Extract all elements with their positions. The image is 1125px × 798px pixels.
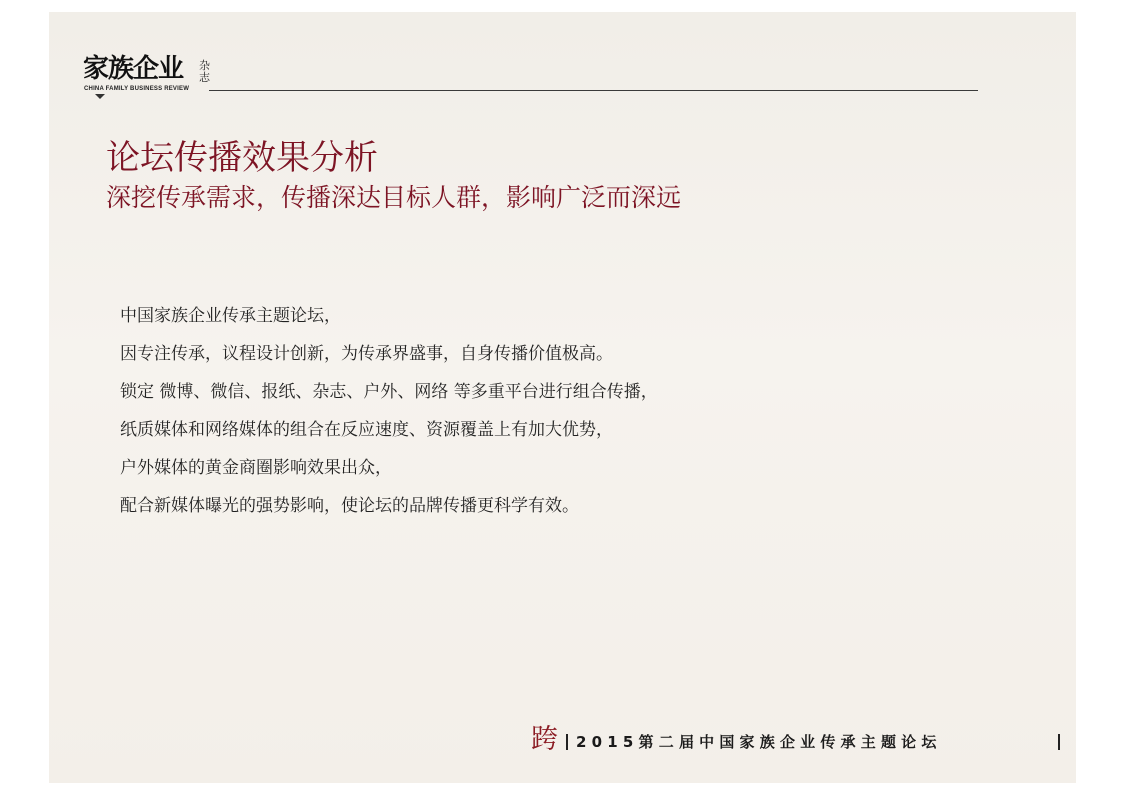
seal-glyph: 跨 <box>531 724 558 755</box>
body-line: 配合新媒体曝光的强势影响，使论坛的品牌传播更科学有效。 <box>120 496 579 516</box>
slide <box>49 12 1076 783</box>
logo-title: 家族企业 <box>83 54 184 84</box>
header-divider <box>209 90 978 91</box>
logo-triangle-icon <box>95 94 105 99</box>
body-line: 户外媒体的黄金商圈影响效果出众， <box>120 458 392 478</box>
slide-subtitle: 深挖传承需求，传播深达目标人群，影响广泛而深远 <box>106 183 682 212</box>
body-line: 锁定 微博、微信、报纸、杂志、户外、网络 等多重平台进行组合传播， <box>120 382 658 402</box>
magazine-logo <box>83 54 223 98</box>
body-line: 纸质媒体和网络媒体的组合在反应速度、资源覆盖上有加大优势， <box>120 420 613 440</box>
logo-tag: 杂志 <box>199 59 210 84</box>
body-line: 中国家族企业传承主题论坛， <box>120 306 341 326</box>
slide-title: 论坛传播效果分析 <box>106 138 378 178</box>
footer-divider-right <box>1058 734 1060 750</box>
logo-subtitle: CHINA FAMILY BUSINESS REVIEW <box>84 86 190 92</box>
footer-divider-left <box>566 734 568 750</box>
footer-event-title: 2015第二届中国家族企业传承主题论坛 <box>576 733 942 751</box>
body-text <box>120 297 840 525</box>
body-line: 因专注传承，议程设计创新，为传承界盛事，自身传播价值极高。 <box>120 344 613 364</box>
